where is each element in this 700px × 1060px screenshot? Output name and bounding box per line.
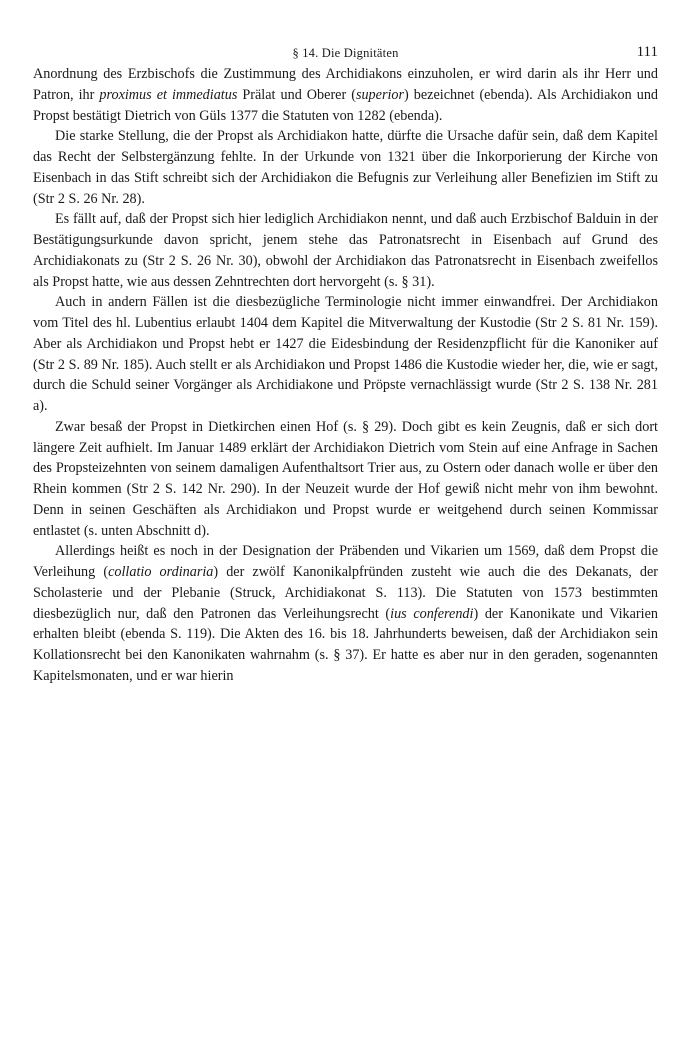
paragraph: [33, 417, 658, 542]
text-run: Auch in andern Fällen ist die diesbezügliche Terminologie nicht immer einwandfrei. Der Archidiakon vom Titel des hl. Lubentius erlaubt 1404 dem Kapitel die Mitverwaltung der Kustodie (Str 2 S. 81 Nr. 159). Aber als Archidiakon und Propst hebt er 1427 die Eidesbindung der Residenzpflicht für die Kanoniker auf (Str 2 S. 89 Nr. 185). Auch stellt er als Archidiakon und Propst 1486 die Kustodie wieder her, die, wie er sagt, durch die Schuld seiner Vorgänger als Archidiakone und Pröpste vernachlässigt wurde (Str 2 S. 138 Nr. 281 a).: [33, 294, 658, 414]
book-page: [33, 0, 658, 687]
italic-phrase: collatio ordinaria: [108, 564, 214, 580]
text-run: Zwar besaß der Propst in Dietkirchen einen Hof (s. § 29). Doch gibt es kein Zeugnis, daß er sich dort längere Zeit aufhielt. Im Januar 1489 erklärt der Archidiakon Dietrich vom Stein auf eine Anfrage in Sachen des Propsteizehnten von seinem damaligen Aufenthaltsort Trier aus, zu Ostern oder danach wolle er über den Rhein kommen (Str 2 S. 142 Nr. 290). In der Neuzeit wurde der Hof gewiß nicht mehr von ihm bewohnt. Denn in seinen Geschäften als Archidiakon und Propst wurde er weitgehend durch seinen Kommissar entlastet (s. unten Abschnitt d).: [33, 418, 658, 539]
text-run: Allerdings heißt es noch in der Designation der Präbenden und Vikarien um 1569, daß dem Propst die Verleihung (: [33, 543, 658, 580]
italic-phrase: ius conferendi: [390, 605, 474, 622]
paragraph: [33, 292, 658, 417]
italic-phrase: superior: [355, 86, 405, 103]
paragraph: [33, 541, 658, 686]
text-run: ) der Kanonikate und Vikarien erhalten bleibt (ebenda S. 119). Die Akten des 16. bis 18. Jahrhunderts beweisen, daß der Archidiakon sein Kollationsrecht bei den Kanonikaten wahrnahm (s. § 37). Er hatte es aber nur in den geraden, sogenannten Kapitelsmonaten, und er war hierin: [33, 605, 658, 684]
paragraph: [33, 126, 658, 209]
paragraph: [33, 64, 658, 126]
text-run: Die starke Stellung, die der Propst als Archidiakon hatte, dürfte die Ursache dafür sein, daß dem Kapitel das Recht der Selbstergänzung fehlte. In der Urkunde von 1321 über die Inkorporierung der Kirche von Eisenbach in das Stift schreibt sich der Archidiakon die Befugnis zur Verleihung aller Benefizien im Stift zu (Str 2 S. 26 Nr. 28).: [33, 128, 658, 207]
page-number: 111: [636, 44, 658, 60]
paragraph: [33, 209, 658, 292]
text-run: ) bezeichnet (ebenda). Als Archidiakon und Propst bestätigt Dietrich von Güls 1377 die Statuten von 1282 (ebenda).: [33, 86, 659, 124]
text-run: Anordnung des Erzbischofs die Zustimmung des Archidiakons einzuholen, er wird darin als ihr Herr und Patron, ihr: [33, 66, 658, 103]
text-run: ) der zwölf Kanonikalpfründen zusteht wie auch die des Dekanats, der Scholasterie und der Plebanie (Struck, Archidiakonat S. 113). Die Statuten von 1573 bestimmten diesbezüglich nur, daß den Patronen das Verleihungsrecht (: [33, 564, 658, 622]
running-head: [33, 0, 658, 64]
text-run: Es fällt auf, daß der Propst sich hier lediglich Archidiakon nennt, und daß auch Erzbischof Balduin in der Bestätigungsurkunde davon spricht, jenem stehe das Patronatsrecht in Eisenbach auf Grund des Archidiakonats zu (Str 2 S. 26 Nr. 30), obwohl der Archidiakon das Patronatsrecht in Eisenbach zweifellos als Propst hatte, wie aus dessen Zehntrechten dort hervorgeht (s. § 31).: [33, 211, 658, 290]
body-text: [33, 64, 658, 687]
italic-phrase: proximus et immediatus: [99, 86, 238, 103]
running-title: § 14. Die Dignitäten: [292, 46, 399, 60]
text-run: Prälat und Oberer (: [237, 86, 356, 103]
